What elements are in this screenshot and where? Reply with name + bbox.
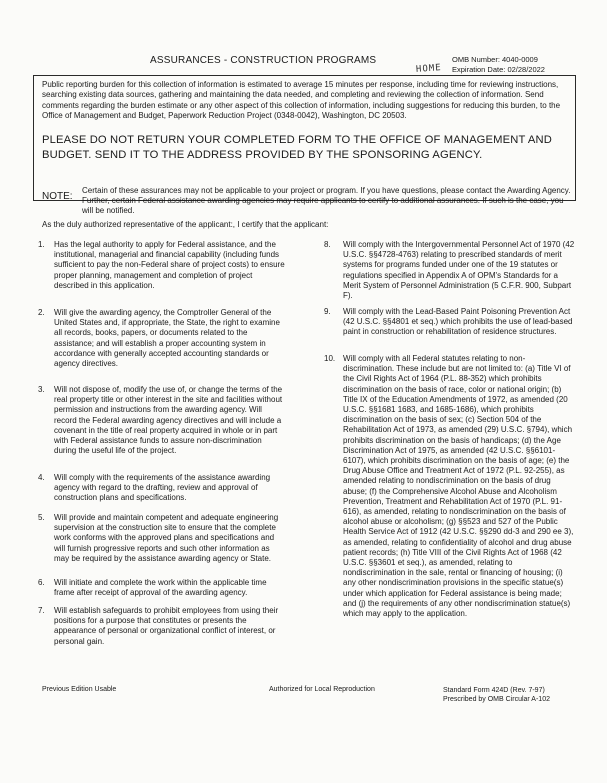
item-number: 9. [324,307,331,316]
note-label: NOTE: [42,191,73,202]
item-number: 7. [38,606,45,615]
assurance-item: Will provide and maintain competent and adequate engineering supervision at the construction site to ensure that the complete work conforms with the approved plans and specifications and will furnish progressive reports and such other information as may be required by the assistance awarding agency or State. [54,513,279,563]
item-number: 8. [324,240,331,249]
assurance-item: Will not dispose of, modify the use of, or change the terms of the real property title or other interest in the site and facilities without permission and instructions from the awarding agency. Will record the Federal awarding agency directives and will include a covenant in the title of real property acquired in whole or in part with Federal assistance funds to assure non-discrimination during the useful life of the project. [54,385,283,456]
assurance-item: Will initiate and complete the work within the applicable time frame after receipt of approval of the awarding agency. [54,578,267,598]
assurance-item: Will give the awarding agency, the Comptroller General of the United States and, if appropriate, the State, the right to examine all records, books, papers, or documents related to the assistance; and will establish a proper accounting system in accordance with generally accepted accounting standards or agency directives. [54,308,280,369]
omb-number: OMB Number: 4040-0009 [452,55,538,64]
item-number: 4. [38,473,45,482]
assurance-item: Will comply with the requirements of the assistance awarding agency with regard to the drafting, review and approval of construction plans and specifications. [54,473,271,503]
item-number: 6. [38,578,45,587]
omb-info [452,55,545,74]
assurance-item: Will establish safeguards to prohibit employees from using their positions for a purpose that constitutes or presents the appearance of personal or organizational conflict of interest, or personal gain. [54,606,279,646]
footer-reproduction: Authorized for Local Reproduction [269,686,375,693]
assurance-item: Will comply with all Federal statutes relating to non-discrimination. These include but are not limited to: (a) Title VI of the Civil Rights Act of 1964 (P.L. 88-352) which prohibits discrimination on the basis of race, color or national origin; (b) Title IX of the Education Amendments of 1972, as amended (20 U.S.C. §§1681 1683, and 1685-1686), which prohibits discrimination on the basis of sex; (c) Section 504 of the Rehabilitation Act of 1973, as amended (29) U.S.C. §794), which prohibits discrimination on the basis of handicaps; (d) the Age Discrimination Act of 1975, as amended (42 U.S.C. §§6101-6107), which prohibits discrimination on the basis of age; (e) the Drug Abuse Office and Treatment Act of 1972 (P.L. 92-255), as amended relating to nondiscrimination on the basis of drug abuse; (f) the Comprehensive Alcohol Abuse and Alcoholism Prevention, Treatment and Rehabilitation Act of 1970 (P.L. 91-616), as amended, relating to nondiscrimination on the basis of alcohol abuse or alcoholism; (g) §§523 and 527 of the Public Health Service Act of 1912 (42 U.S.C. §§290 dd-3 and 290 ee 3), as amended, relating to confidentiality of alcohol and drug abuse patient records; (h) Title VIII of the Civil Rights Act of 1968 (42 U.S.C. §§3601 et seq.), as amended, relating to nondiscrimination in the sale, rental or financing of housing; (i) any other nondiscrimination provisions in the specific statue(s) under which application for Federal assistance is being made; and (j) the requirements of any other nondiscrimination statue(s) which may apply to the application. [343,354,574,619]
expiration-date: Expiration Date: 02/28/2022 [452,64,545,74]
form-prescribed-by: Prescribed by OMB Circular A-102 [443,696,550,703]
assurance-item: Has the legal authority to apply for Federal assistance, and the institutional, managerial and financial capability (including funds sufficient to pay the non-Federal share of project costs) to ensure proper planning, management and completion of project described in this application. [54,240,285,290]
form-number: Standard Form 424D (Rev. 7-97) [443,687,545,694]
assurance-item: Will comply with the Intergovernmental Personnel Act of 1970 (42 U.S.C. §§4728-4763) relating to prescribed standards of merit systems for programs funded under one of the 19 statutes or regulations specified in Appendix A of OPM's Standards for a Merit System of Personnel Administration (5 C.F.R. 900, Subpart F). [343,240,575,301]
item-number: 1. [38,240,45,249]
item-number: 3. [38,385,45,394]
form-title: ASSURANCES - CONSTRUCTION PROGRAMS [150,55,377,66]
item-number: 10. [324,354,336,363]
burden-statement: Public reporting burden for this collection of information is estimated to average 15 minutes per response, including time for reviewing instructions, searching existing data sources, gathering and maintaining the data needed, and completing and reviewing the collection of information. Send comments regarding the burden estimate or any other aspect of this collection of information, including suggestions for reducing this burden, to the Office of Management and Budget, Paperwork Reduction Project (0348-0042), Washington, DC 20503. [42,80,561,120]
item-number: 5. [38,513,45,522]
certification-statement: As the duly authorized representative of the applicant:, I certify that the applicant: [42,220,329,229]
item-number: 2. [38,308,45,317]
handwritten-annotation: HOME [415,63,443,75]
footer-edition: Previous Edition Usable [42,686,117,693]
return-notice: PLEASE DO NOT RETURN YOUR COMPLETED FORM TO THE OFFICE OF MANAGEMENT AND BUDGET. SEND IT TO THE ADDRESS PROVIDED BY THE SPONSORING AGENCY. [42,134,552,161]
footer-form-id [443,686,550,704]
assurance-item: Will comply with the Lead-Based Paint Poisoning Prevention Act (42 U.S.C. §§4801 et seq.) which prohibits the use of lead-based paint in construction or rehabilitation of residence structures. [343,307,573,337]
note-text: Certain of these assurances may not be applicable to your project or program. If you have questions, please contact the Awarding Agency. Further, certain Federal assistance awarding agencies may require applicants to certify to additional assurances. If such is the case, you will be notified. [82,186,571,215]
